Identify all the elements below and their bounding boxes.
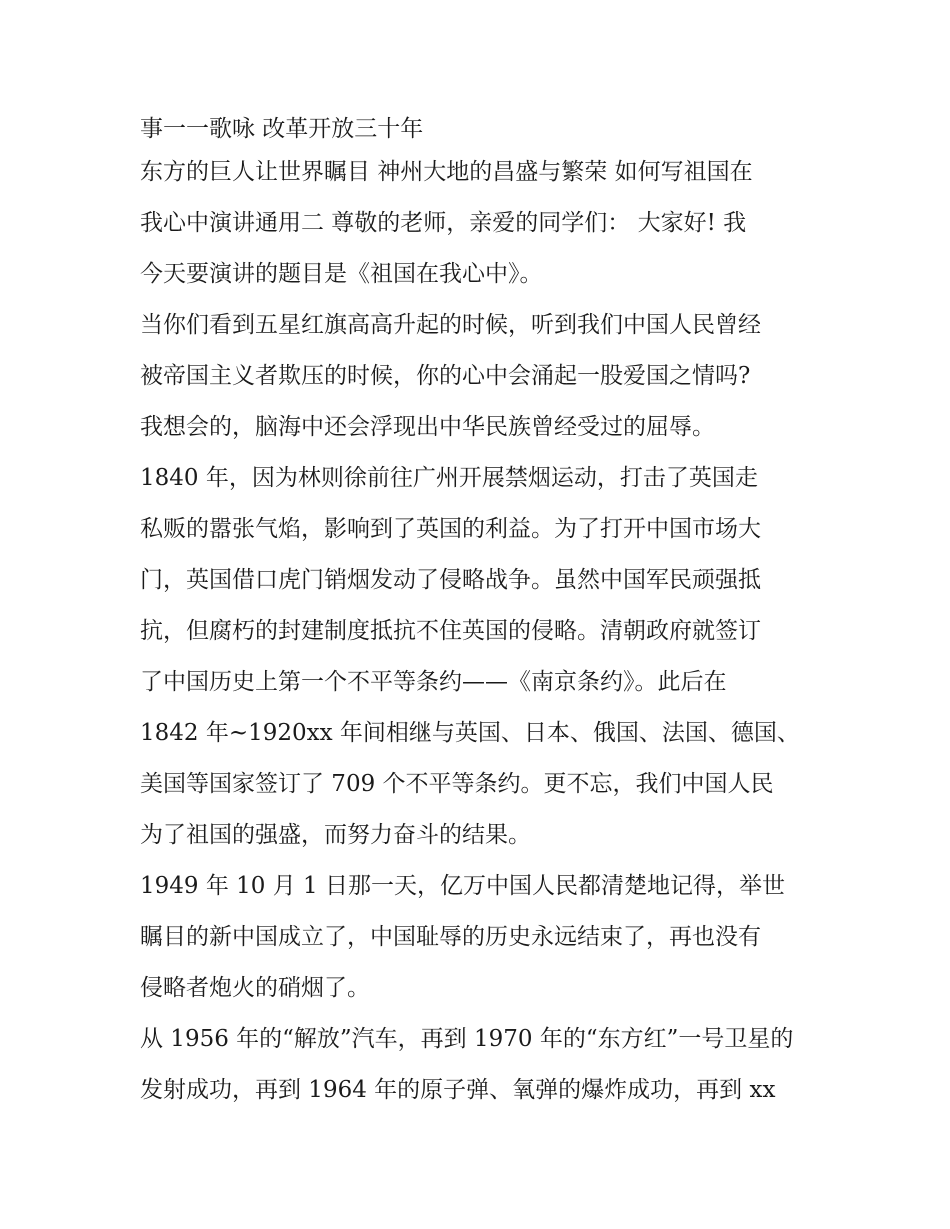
- text-line: 为了祖国的强盛，而努力奋斗的结果。: [140, 822, 531, 848]
- text-line: 今天要演讲的题目是《祖国在我心中》。: [140, 261, 543, 287]
- text-line: 门，英国借口虎门销烟发动了侵略战争。虽然中国军民顽强抵: [140, 567, 761, 593]
- text-line: 被帝国主义者欺压的时候，你的心中会涌起一股爱国之情吗?: [140, 363, 751, 389]
- text-line: 发射成功，再到 1964 年的原子弹、氧弹的爆炸成功，再到 xx: [140, 1077, 776, 1103]
- text-line: 1949 年 10 月 1 日那一天，亿万中国人民都清楚地记得，举世: [140, 873, 785, 899]
- text-line: 美国等国家签订了 709 个不平等条约。更不忘，我们中国人民: [140, 771, 774, 797]
- text-line: 私贩的嚣张气焰，影响到了英国的利益。为了打开中国市场大: [140, 516, 761, 542]
- text-line: 东方的巨人让世界瞩目 神州大地的昌盛与繁荣 如何写祖国在: [140, 159, 753, 185]
- text-line: 瞩目的新中国成立了，中国耻辱的历史永远结束了，再也没有: [140, 924, 761, 950]
- text-line: 1842 年~1920xx 年间相继与英国、日本、俄国、法国、德国、: [140, 720, 800, 746]
- text-line: 1840 年，因为林则徐前往广州开展禁烟运动，打击了英国走: [140, 465, 758, 491]
- document-body: [140, 110, 820, 1122]
- text-line: 了中国历史上第一个不平等条约——《南京条约》。此后在: [140, 669, 727, 695]
- text-line: 抗，但腐朽的封建制度抵抗不住英国的侵略。清朝政府就签订: [140, 618, 761, 644]
- text-line: 当你们看到五星红旗高高升起的时候，听到我们中国人民曾经: [140, 312, 761, 338]
- text-line: 我想会的，脑海中还会浮现出中华民族曾经受过的屈辱。: [140, 414, 715, 440]
- text-line: 侵略者炮火的硝烟了。: [140, 975, 370, 1001]
- text-line: 我心中演讲通用二 尊敬的老师，亲爱的同学们： 大家好! 我: [140, 210, 747, 236]
- text-line: 从 1956 年的“解放”汽车，再到 1970 年的“东方红”一号卫星的: [140, 1026, 794, 1052]
- document-title: 事一一歌咏 改革开放三十年: [140, 116, 424, 142]
